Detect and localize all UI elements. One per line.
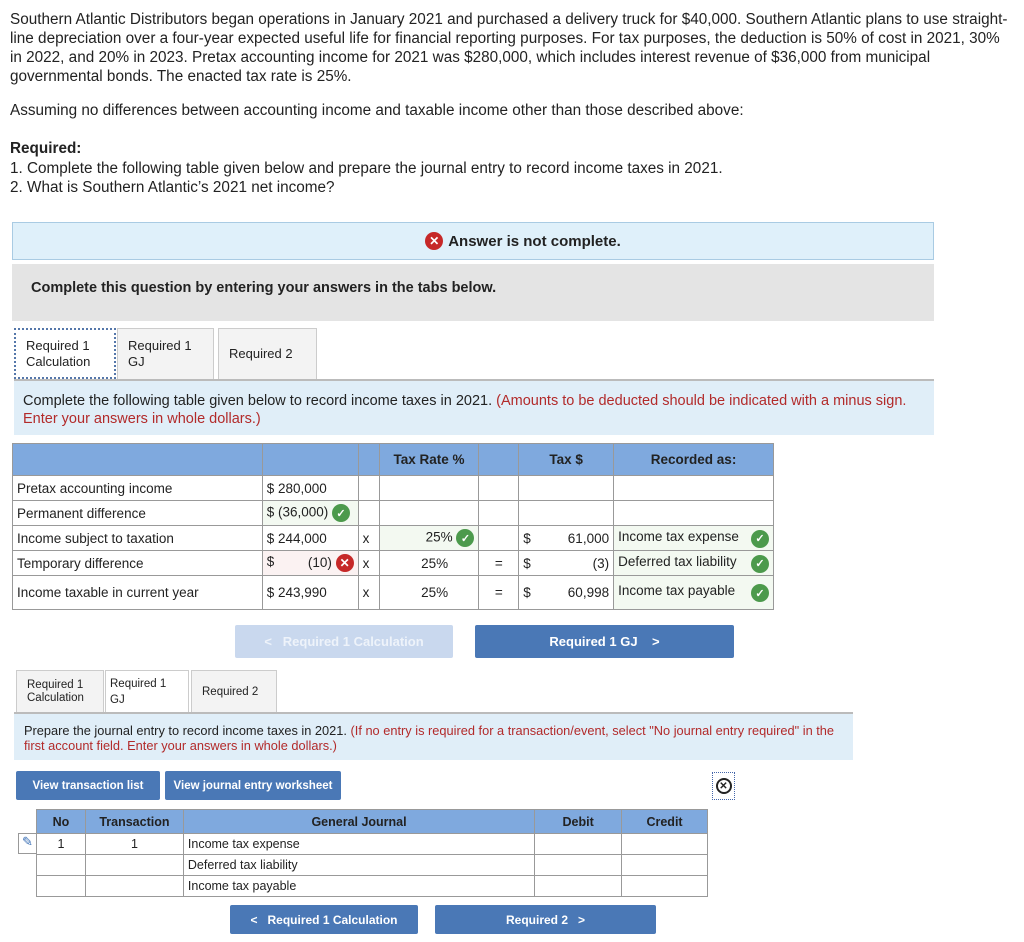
table-row	[13, 551, 774, 576]
row-label: Temporary difference	[13, 551, 263, 576]
prev-label: Required 1 Calculation	[282, 634, 424, 649]
header-debit: Debit	[535, 810, 622, 834]
recorded-as	[614, 501, 774, 526]
correct-icon: ✓	[456, 529, 474, 547]
header-recorded-as: Recorded as:	[614, 444, 774, 476]
row-label: Permanent difference	[13, 501, 263, 526]
tax-value: (3)	[592, 555, 610, 571]
recorded-as	[614, 476, 774, 501]
multiply-sign: x	[358, 526, 379, 551]
requirement-2: 2. What is Southern Atlantic’s 2021 net income?	[10, 179, 335, 196]
next-required-2-button[interactable]: Required 2 >	[435, 905, 656, 934]
tax-rate	[379, 476, 479, 501]
correct-icon: ✓	[751, 584, 769, 602]
prev-required-1-calculation-button-2[interactable]: < Required 1 Calculation	[230, 905, 418, 934]
journal-table	[36, 809, 708, 897]
problem-text: Southern Atlantic Distributors began operations in January 2021 and purchased a delivery truck for $40,000. Southern Atlantic plans to use straight-line depreciation over a four-year expected useful life for financial reporting purposes. For tax purposes, the deduction is 50% of cost in 2021, 30% in 2022, and 20% in 2023. Pretax accounting income for 2021 was $280,000, which includes interest revenue of $36,000 from municipal governmental bonds. The enacted tax rate is 25%.	[10, 11, 1008, 85]
header-tax-rate: Tax Rate %	[379, 444, 479, 476]
row-label: Income subject to taxation	[13, 526, 263, 551]
debit-cell[interactable]	[535, 855, 622, 876]
multiply-sign: x	[358, 576, 379, 610]
tab1-instruction	[14, 379, 934, 435]
error-icon: ✕	[425, 232, 443, 250]
tab-required-1-gj[interactable]: Required 1 GJ	[117, 328, 214, 379]
equals-sign	[479, 526, 519, 551]
tax-value: 61,000	[567, 530, 610, 546]
next-label: Required 1 GJ	[549, 634, 638, 649]
amount-value: $ 244,000	[266, 530, 327, 546]
tax-amount	[519, 501, 614, 526]
account-name[interactable]: Income tax payable	[183, 876, 534, 897]
equals-sign: =	[479, 576, 519, 610]
answer-status-banner	[12, 222, 934, 260]
tax-amount[interactable]: $ 60,998	[519, 576, 614, 610]
table-row	[13, 576, 774, 610]
credit-cell[interactable]	[622, 855, 708, 876]
rate-value: 25%	[421, 555, 449, 571]
tab2-required-2[interactable]: Required 2	[191, 670, 277, 713]
required-heading: Required:	[10, 140, 82, 157]
amount-input[interactable]: $ (10) ✕	[262, 551, 358, 576]
instruction-main: Prepare the journal entry to record income taxes in 2021.	[24, 723, 347, 738]
equals-sign: =	[479, 551, 519, 576]
recorded-value: Income tax expense	[618, 528, 739, 544]
amount-input[interactable]	[262, 576, 358, 610]
recorded-value: Income tax payable	[618, 583, 736, 598]
entry-no	[37, 855, 86, 876]
amount-value: (10)	[307, 555, 332, 570]
instructions-box: Complete this question by entering your answers in the tabs below.	[12, 264, 934, 321]
close-icon[interactable]: ✕	[712, 772, 735, 800]
recorded-value: Deferred tax liability	[618, 553, 737, 569]
view-journal-entry-worksheet-button[interactable]: View journal entry worksheet	[165, 771, 341, 800]
transaction-no	[85, 876, 183, 897]
rate-value: 25%	[421, 585, 449, 600]
journal-row	[37, 855, 708, 876]
transaction-no	[85, 855, 183, 876]
amount-value: $ (36,000)	[266, 504, 329, 520]
tab2-required-1-gj[interactable]: Required 1 GJ	[105, 670, 189, 713]
equals-sign	[479, 501, 519, 526]
prev-required-1-calculation-button[interactable]: < Required 1 Calculation	[235, 625, 453, 658]
tax-amount[interactable]: $ (3)	[519, 551, 614, 576]
edit-pencil-icon[interactable]: ✎	[18, 833, 37, 854]
account-name[interactable]: Income tax expense	[183, 834, 534, 855]
credit-cell[interactable]	[622, 834, 708, 855]
rate-value: 25%	[425, 529, 453, 545]
table-header	[13, 444, 774, 476]
instruction-note: (Amounts to be deducted should be indicated with a minus sign. Enter your answers in whole dollars.)	[23, 393, 907, 427]
correct-icon: ✓	[751, 530, 769, 548]
tax-value: 60,998	[567, 585, 610, 600]
next-required-1-gj-button[interactable]: Required 1 GJ >	[475, 625, 734, 658]
equals-sign	[479, 476, 519, 501]
requirements	[10, 139, 723, 198]
credit-cell[interactable]	[622, 876, 708, 897]
amount-value: $ 243,990	[266, 585, 327, 600]
header-general-journal: General Journal	[183, 810, 534, 834]
tab2-instruction	[14, 712, 853, 760]
recorded-as[interactable]	[614, 576, 774, 610]
amount-input[interactable]	[262, 526, 358, 551]
tax-rate	[379, 501, 479, 526]
journal-row	[37, 876, 708, 897]
tax-amount	[519, 476, 614, 501]
tax-amount[interactable]: $ 61,000	[519, 526, 614, 551]
table-row	[13, 526, 774, 551]
row-label: Pretax accounting income	[13, 476, 263, 501]
tax-calculation-table	[12, 443, 774, 610]
header-no: No	[37, 810, 86, 834]
recorded-as[interactable]	[614, 526, 774, 551]
amount-input	[262, 476, 358, 501]
header-tax: Tax $	[519, 444, 614, 476]
instruction-main: Complete the following table given below to record income taxes in 2021.	[23, 393, 493, 409]
incorrect-icon: ✕	[336, 554, 354, 572]
entry-no	[37, 876, 86, 897]
tab-required-1-calculation[interactable]: Required 1 Calculation	[14, 328, 116, 379]
debit-cell[interactable]	[535, 834, 622, 855]
instruction-note: (If no entry is required for a transaction/event, select "No journal entry required" in the first account field. Enter your answers in whole dollars.)	[24, 723, 835, 753]
amount-input[interactable]	[262, 501, 358, 526]
prev-label: Required 1 Calculation	[267, 912, 398, 927]
tax-rate[interactable]	[379, 526, 479, 551]
multiply-sign: x	[358, 551, 379, 576]
tab-required-2[interactable]: Required 2	[218, 328, 317, 379]
recorded-as[interactable]	[614, 551, 774, 576]
journal-header	[37, 810, 708, 834]
table-row	[13, 501, 774, 526]
multiply-sign	[358, 501, 379, 526]
view-transaction-list-button[interactable]: View transaction list	[16, 771, 160, 800]
entry-no: 1	[37, 834, 86, 855]
journal-row	[37, 834, 708, 855]
tab2-required-1-calculation[interactable]: Required 1 Calculation	[16, 670, 104, 713]
next-label: Required 2	[505, 912, 568, 927]
transaction-no: 1	[85, 834, 183, 855]
tax-rate[interactable]	[379, 551, 479, 576]
tax-rate[interactable]	[379, 576, 479, 610]
account-name[interactable]: Deferred tax liability	[183, 855, 534, 876]
correct-icon: ✓	[751, 555, 769, 573]
assumption-text: Assuming no differences between accounting income and taxable income other than those described above:	[10, 102, 744, 119]
debit-cell[interactable]	[535, 876, 622, 897]
multiply-sign	[358, 476, 379, 501]
table-row	[13, 476, 774, 501]
banner-text: Answer is not complete.	[448, 232, 621, 250]
header-credit: Credit	[622, 810, 708, 834]
requirement-1: 1. Complete the following table given below and prepare the journal entry to record income taxes in 2021.	[10, 159, 723, 177]
header-transaction: Transaction	[85, 810, 183, 834]
correct-icon: ✓	[332, 504, 350, 522]
row-label: Income taxable in current year	[13, 576, 263, 610]
amount-value: $ 280,000	[266, 480, 327, 496]
